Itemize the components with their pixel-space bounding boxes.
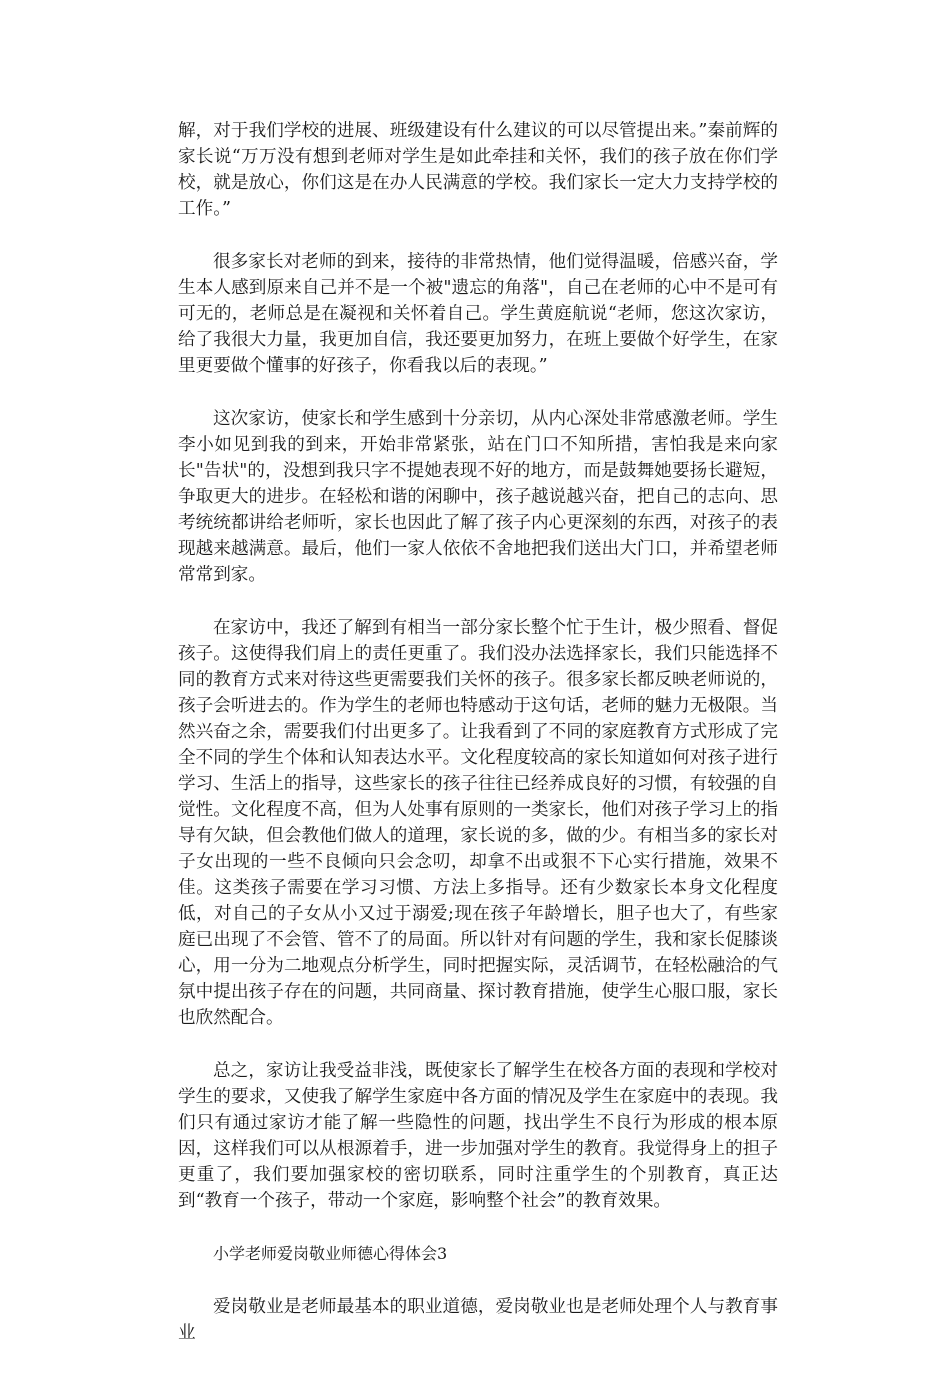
section-heading: 小学老师爱岗敬业师德心得体会3 [213, 1244, 448, 1263]
paragraph-1: 解，对于我们学校的进展、班级建设有什么建议的可以尽管提出来。”秦前辉的家长说“万万没有想到老师对学生是如此牵挂和关怀，我们的孩子放在你们学校，就是放心，你们这是在办人民满意的学校。我们家长一定大力支持学校的工作。” [178, 121, 778, 219]
paragraph-3: 这次家访，使家长和学生感到十分亲切，从内心深处非常感激老师。学生李小如见到我的到来，开始非常紧张，站在门口不知所措，害怕我是来向家长"告状"的，没想到我只字不提她表现不好的地方，而是鼓舞她要扬长避短，争取更大的进步。在轻松和谐的闲聊中，孩子越说越兴奋，把自己的志向、思考统统都讲给老师听，家长也因此了解了孩子内心更深刻的东西，对孩子的表现越来越满意。最后，他们一家人依依不舍地把我们送出大门口，并希望老师常常到家。 [178, 409, 778, 585]
paragraph-2: 很多家长对老师的到来，接待的非常热情，他们觉得温暖，倍感兴奋，学生本人感到原来自己并不是一个被"遗忘的角落"，自己在老师的心中不是可有可无的，老师总是在凝视和关怀着自己。学生黄庭航说“老师，您这次家访，给了我很大力量，我更加自信，我还要更加努力，在班上要做个好学生，在家里更要做个懂事的好孩子，你看我以后的表现。” [178, 252, 778, 376]
document-body [178, 118, 778, 1373]
paragraph-6: 爱岗敬业是老师最基本的职业道德，爱岗敬业也是老师处理个人与教育事业 [178, 1297, 778, 1343]
paragraph-4: 在家访中，我还了解到有相当一部分家长整个忙于生计，极少照看、督促孩子。这使得我们肩上的责任更重了。我们没办法选择家长，我们只能选择不同的教育方式来对待这些更需要我们关怀的孩子。很多家长都反映老师说的，孩子会听进去的。作为学生的老师也特感动于这句话，老师的魅力无极限。当然兴奋之余，需要我们付出更多了。让我看到了不同的家庭教育方式形成了完全不同的学生个体和认知表达水平。文化程度较高的家长知道如何对孩子进行学习、生活上的指导，这些家长的孩子往往已经养成良好的习惯，有较强的自觉性。文化程度不高，但为人处事有原则的一类家长，他们对孩子学习上的指导有欠缺，但会教他们做人的道理，家长说的多，做的少。有相当多的家长对子女出现的一些不良倾向只会念叨，却拿不出或狠不下心实行措施，效果不佳。这类孩子需要在学习习惯、方法上多指导。还有少数家长本身文化程度低，对自己的子女从小又过于溺爱;现在孩子年龄增长，胆子也大了，有些家庭已出现了不会管、管不了的局面。所以针对有问题的学生，我和家长促膝谈心，用一分为二地观点分析学生，同时把握实际，灵活调节，在轻松融洽的气氛中提出孩子存在的问题，共同商量、探讨教育措施，使学生心服口服，家长也欣然配合。 [178, 618, 778, 1028]
paragraph-5: 总之，家访让我受益非浅，既使家长了解学生在校各方面的表现和学校对学生的要求，又使我了解学生家庭中各方面的情况及学生在家庭中的表现。我们只有通过家访才能了解一些隐性的问题，找出学生不良行为形成的根本原因，这样我们可以从根源着手，进一步加强对学生的教育。我觉得身上的担子更重了，我们要加强家校的密切联系，同时注重学生的个别教育，真正达到“教育一个孩子，带动一个家庭，影响整个社会”的教育效果。 [178, 1061, 778, 1211]
